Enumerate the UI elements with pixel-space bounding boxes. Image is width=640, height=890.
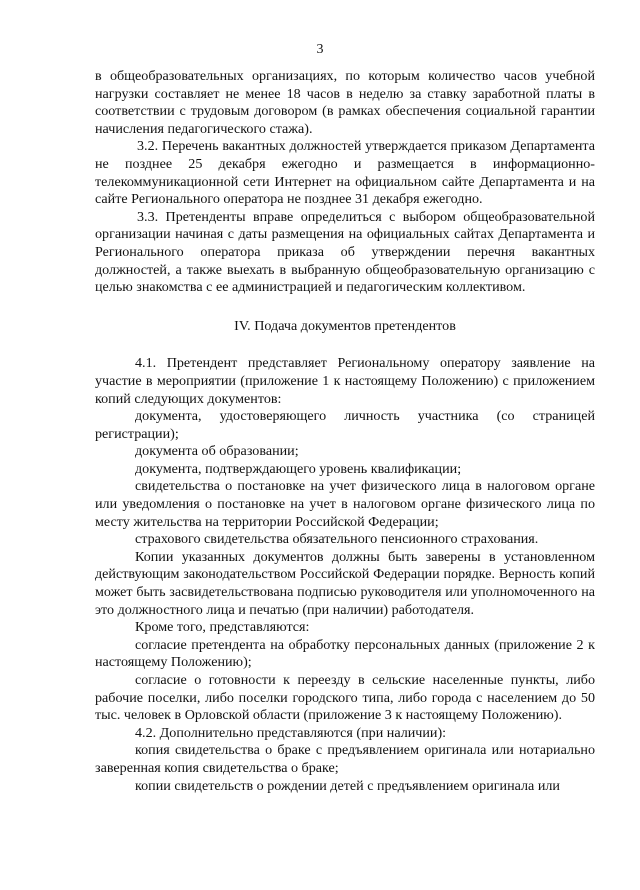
list-item-education-document: документа об образовании; [135,443,299,460]
list-item-marriage-certificate: копия свидетельства о браке с предъявлением оригинала или нотариально заверенная копия свидетельства о браке; [95,742,595,776]
paragraph-3-2: 3.2. Перечень вакантных должностей утверждается приказом Департамента не позднее 25 декабря ежегодно и размещается в информационно-телекоммуникационной сети Интернет на официальном сайте Департамента и на сайте Регионального оператора не позднее 31 декабря ежегодно. [95,138,595,208]
list-item-tax-registration: свидетельства о постановке на учет физического лица в налоговом органе или уведомления о постановке на учет в налоговом органе физического лица по месту жительства на территории Российской Федерации; [95,478,595,530]
list-item-qualification-document: документа, подтверждающего уровень квалификации; [135,460,462,477]
list-item-birth-certificates: копии свидетельств о рождении детей с предъявлением оригинала или [135,777,560,794]
section-heading-iv: IV. Подача документов претендентов [234,317,456,334]
paragraph-continuation: в общеобразовательных организациях, по которым количество часов учебной нагрузки составляет не менее 18 часов в неделю за ставку заработной платы в соответствии с трудовым договором (в рамках обеспечения социальной гарантии начисления педагогического стажа). [95,68,595,137]
paragraph-4-1: 4.1. Претендент представляет Региональному оператору заявление на участие в мероприятии (приложение 1 к настоящему Положению) с приложением копий следующих документов: [95,355,595,407]
list-item-pension-insurance: страхового свидетельства обязательного пенсионного страхования. [135,531,539,548]
paragraph-3-3: 3.3. Претенденты вправе определиться с выбором общеобразовательной организации начиная с даты размещения на официальных сайтах Департамента и Регионального оператора приказа об утверждении перечня вакантных должностей, а также выехать в выбранную общеобразовательную организацию с целью знакомства с ее администрацией и педагогическим коллективом. [95,208,595,296]
list-item-identity-document: документа, удостоверяющего личность участника (со страницей регистрации); [95,408,595,442]
list-item-personal-data-consent: согласие претендента на обработку персональных данных (приложение 2 к настоящему Положению); [95,636,595,671]
paragraph-4-2: 4.2. Дополнительно представляются (при наличии): [135,724,447,741]
paragraph-additionally-submitted: Кроме того, представляются: [135,619,310,636]
document-body [95,68,595,795]
paragraph-copies-certification: Копии указанных документов должны быть заверены в установленном действующим законодательством Российской Федерации порядке. Верность копий может быть засвидетельствована подписью руководителя или уполномоченного на это должностного лица и печатью (при наличии) работодателя. [95,548,595,618]
page-number: 3 [316,42,324,57]
list-item-relocation-consent: согласие о готовности к переезду в сельские населенные пункты, либо рабочие поселки, либо поселки городского типа, либо города с населением до 50 тыс. человек в Орловской области (приложение 3 к настоящему Положению). [95,672,595,724]
